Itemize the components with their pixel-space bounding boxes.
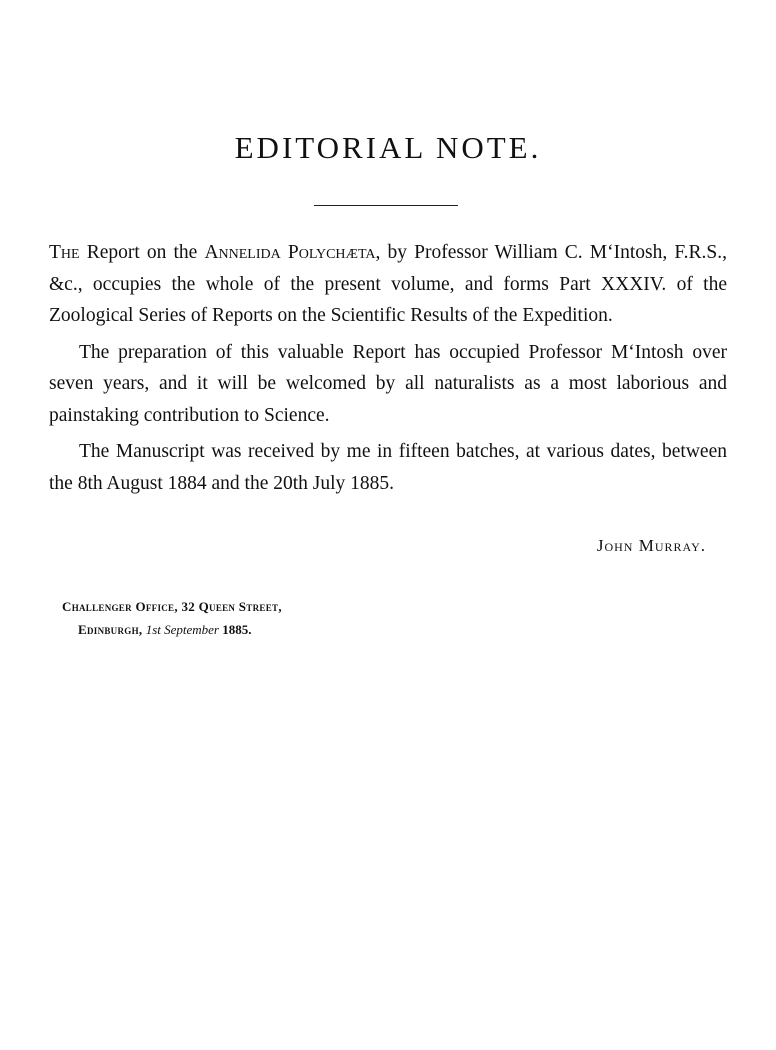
address-line-2 [62,618,282,641]
paragraph-lead-word: The [49,242,80,263]
address-place: Edinburgh, [78,622,143,637]
address-line-1: Challenger Office, 32 Queen Street, [62,599,282,614]
paragraph-text: , by Professor William C. M‘Intosh, F.R.S., &c., occupies the whole of the present volume, and forms Part XXXIV. of the Zoological Series of Reports on the Scientific Results of the Expedition. [49,242,727,326]
title-divider [314,205,458,206]
subject-name: Annelida Polychæta [204,242,376,263]
paragraph-report [49,237,727,332]
office-address [62,595,282,641]
signature: John Murray. [596,536,706,555]
address-date: 1st September [145,622,219,637]
paragraph-text: Report on the [79,242,205,263]
address-year: 1885. [222,622,252,637]
paragraph-manuscript: The Manuscript was received by me in fifteen batches, at various dates, between the 8th August 1884 and the 20th July 1885. [49,441,727,494]
note-body [49,237,727,504]
paragraph-preparation: The preparation of this valuable Report has occupied Professor M‘Intosh over seven years, and it will be welcomed by all naturalists as a most laborious and painstaking contribution to Science. [49,341,727,426]
page-title: EDITORIAL NOTE. [234,130,542,165]
